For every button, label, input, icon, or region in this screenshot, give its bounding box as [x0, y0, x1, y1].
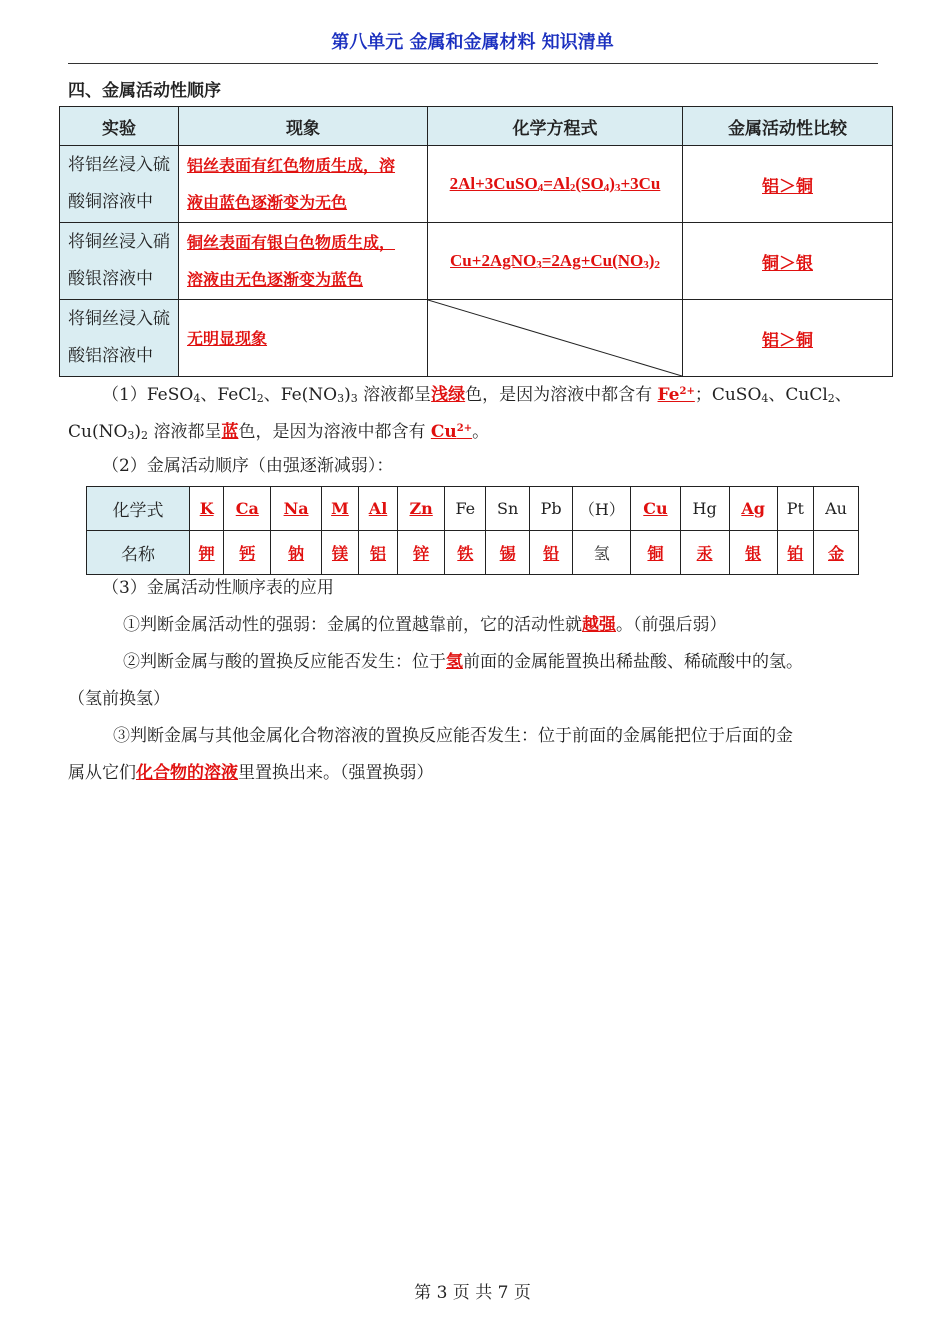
paragraph-5 — [68, 644, 935, 681]
name-cell — [224, 531, 271, 575]
formula: Ag — [741, 499, 765, 518]
experiment-text: 酸铝溶液中 — [68, 346, 153, 366]
formula: Pb — [540, 499, 562, 518]
formula-cell — [445, 487, 486, 531]
formula: Na — [283, 499, 309, 518]
experiment-cell — [60, 300, 179, 377]
formula: Al — [368, 499, 388, 518]
col-header-equation: 化学方程式 — [428, 107, 683, 146]
experiment-text: 酸铜溶液中 — [68, 192, 153, 212]
comparison-answer: 铜＞银 — [762, 253, 813, 274]
formula: Cu — [643, 499, 668, 518]
table-header-row — [60, 107, 893, 146]
formula-cell — [271, 487, 321, 531]
metal-name: 铝 — [370, 544, 387, 563]
equation-answer: $Cu+2AgNO_3=2Ag+Cu(NO_3)_2$ — [450, 251, 660, 271]
metal-name: 锡 — [499, 544, 516, 563]
answer-hydrogen: 氢 — [446, 652, 463, 672]
text: 、FeCl — [200, 385, 257, 405]
name-cell — [777, 531, 813, 575]
formula: Fe — [455, 499, 476, 518]
text: ①判断金属活动性的强弱：金属的位置越靠前，它的活动性就 — [123, 615, 582, 635]
subscript: 4 — [193, 392, 201, 405]
formula: Pt — [786, 499, 804, 518]
name-cell — [530, 531, 573, 575]
text: 溶液都呈 — [148, 422, 222, 442]
text: 里置换出来。（强置换弱） — [238, 763, 434, 783]
experiment-text: 将铜丝浸入硫 — [68, 309, 170, 329]
phenomenon-cell — [179, 223, 428, 300]
name-cell — [397, 531, 444, 575]
metal-name: 钙 — [239, 544, 256, 563]
empty-equation-cell — [428, 300, 683, 377]
answer-fe-ion — [658, 385, 695, 405]
subscript: 2 — [256, 392, 264, 405]
col-header-experiment: 实验 — [60, 107, 179, 146]
formula: K — [199, 499, 214, 518]
experiment-table — [59, 106, 893, 377]
comparison-cell — [683, 300, 893, 377]
formula-cell — [680, 487, 729, 531]
text: 色，是因为溶液中都含有 — [238, 422, 431, 442]
name-cell — [680, 531, 729, 575]
formula: Zn — [409, 499, 433, 518]
table-row — [60, 146, 893, 223]
formula-row — [87, 487, 859, 531]
formula: Au — [825, 499, 847, 518]
subscript: 3 — [350, 392, 358, 405]
page-header: 第八单元 金属和金属材料 知识清单 — [331, 32, 614, 53]
metal-name: 钾 — [198, 544, 215, 563]
name-row — [87, 531, 859, 575]
header-divider — [68, 63, 878, 64]
comparison-answer: 铝＞铜 — [762, 176, 813, 197]
metal-name: 铂 — [787, 544, 804, 563]
text: 前面的金属能置换出稀盐酸、稀硫酸中的氢。 — [463, 652, 803, 672]
name-cell — [573, 531, 631, 575]
paragraph-6-cont — [68, 755, 880, 792]
metal-name: 铅 — [543, 544, 560, 563]
page-footer: 第 3 页 共 7 页 — [414, 1283, 531, 1303]
experiment-text: 将铝丝浸入硫 — [68, 155, 170, 175]
experiment-cell — [60, 223, 179, 300]
metal-name: 镁 — [331, 544, 348, 563]
formula-cell — [573, 487, 631, 531]
text: ②判断金属与酸的置换反应能否发生：位于 — [123, 652, 446, 672]
metal-name: 银 — [745, 544, 762, 563]
metal-name: 氢 — [593, 544, 610, 563]
name-cell — [814, 531, 859, 575]
metal-name: 钠 — [288, 544, 305, 563]
text: ) — [134, 422, 142, 442]
section-title: 四、金属活动性顺序 — [68, 81, 221, 101]
name-cell — [729, 531, 777, 575]
equation-answer: $2Al+3CuSO_4=Al_2(SO_4)_3+3Cu$ — [449, 174, 661, 194]
name-cell — [359, 531, 398, 575]
paragraph-2: （2）金属活动顺序（由强逐渐减弱）： — [102, 456, 394, 476]
name-label: 名称 — [87, 531, 190, 575]
name-cell — [445, 531, 486, 575]
subscript: 2 — [141, 429, 149, 442]
name-cell — [631, 531, 680, 575]
metal-name: 汞 — [696, 544, 713, 563]
answer-blue: 蓝 — [221, 422, 239, 442]
text: 、 — [834, 385, 852, 405]
text: 色，是因为溶液中都含有 — [465, 385, 658, 405]
metal-name: 铁 — [457, 544, 474, 563]
paragraph-5-cont: （氢前换氢） — [68, 689, 170, 709]
metal-name: 金 — [828, 544, 845, 563]
metal-name: 铜 — [647, 544, 664, 563]
phenomenon-cell — [179, 146, 428, 223]
formula-cell — [397, 487, 444, 531]
formula: Sn — [497, 499, 519, 518]
col-header-phenomenon: 现象 — [179, 107, 428, 146]
formula: （H） — [578, 500, 625, 519]
equation-cell — [428, 223, 683, 300]
paragraph-3: （3）金属活动性顺序表的应用 — [102, 578, 334, 598]
col-header-comparison: 金属活动性比较 — [683, 107, 893, 146]
formula-cell — [530, 487, 573, 531]
text: 溶液都呈 — [357, 385, 432, 405]
answer-compound-solution: 化合物的溶液 — [136, 763, 238, 783]
text: 。（前强后弱） — [616, 615, 727, 635]
phenomenon-cell — [179, 300, 428, 377]
phenomenon-answer: 无明显现象 — [187, 328, 268, 348]
text: Cu(NO — [68, 422, 128, 442]
paragraph-4 — [68, 607, 935, 644]
answer-cu-ion — [431, 422, 472, 442]
text: ) — [344, 385, 351, 405]
phenomenon-answer: 铜丝表面有银白色物质生成， — [187, 233, 396, 252]
comparison-cell — [683, 223, 893, 300]
name-cell — [271, 531, 321, 575]
name-cell — [321, 531, 358, 575]
ion-symbol: Fe — [657, 385, 680, 405]
formula-cell — [631, 487, 680, 531]
phenomenon-answer: 溶液由无色逐渐变为蓝色 — [187, 270, 364, 289]
text: 、CuCl — [768, 385, 828, 405]
experiment-text: 酸银溶液中 — [68, 269, 153, 289]
formula: Hg — [692, 499, 717, 518]
subscript: 3 — [127, 429, 135, 442]
formula: M — [331, 499, 349, 518]
diagonal-slash — [428, 300, 682, 376]
ion-symbol: Cu — [430, 422, 457, 442]
table-row — [60, 300, 893, 377]
experiment-text: 将铜丝浸入硝 — [68, 232, 170, 252]
formula-cell — [814, 487, 859, 531]
activity-series-table — [86, 486, 859, 575]
formula-label: 化学式 — [87, 487, 190, 531]
name-cell — [190, 531, 224, 575]
paragraph-6: ③判断金属与其他金属化合物溶液的置换反应能否发生：位于前面的金属能把位于后面的金 — [113, 726, 793, 746]
subscript: 2 — [827, 392, 835, 405]
metal-name: 锌 — [413, 544, 430, 563]
formula-cell — [359, 487, 398, 531]
answer-light-green: 浅绿 — [431, 385, 466, 405]
ion-charge: 2+ — [456, 423, 473, 434]
table-row — [60, 223, 893, 300]
formula-cell — [777, 487, 813, 531]
subscript: 3 — [337, 392, 345, 405]
formula-cell — [729, 487, 777, 531]
text: 属从它们 — [68, 763, 136, 783]
phenomenon-answer: 液由蓝色逐渐变为无色 — [187, 193, 348, 212]
phenomenon-answer: 铝丝表面有红色物质生成，溶 — [187, 156, 396, 175]
comparison-cell — [683, 146, 893, 223]
equation-cell — [428, 146, 683, 223]
subscript: 4 — [761, 392, 769, 405]
formula-cell — [224, 487, 271, 531]
formula-cell — [190, 487, 224, 531]
text: 、Fe(NO — [263, 385, 338, 405]
formula-cell — [486, 487, 530, 531]
answer-stronger: 越强 — [582, 615, 616, 635]
formula: Ca — [235, 499, 259, 518]
text: ；CuSO — [694, 385, 762, 405]
text: 。 — [472, 422, 490, 442]
ion-charge: 2+ — [679, 386, 695, 397]
comparison-answer: 铝＞铜 — [762, 330, 813, 351]
experiment-cell — [60, 146, 179, 223]
text: （1）FeSO — [102, 385, 194, 405]
formula-cell — [321, 487, 358, 531]
name-cell — [486, 531, 530, 575]
